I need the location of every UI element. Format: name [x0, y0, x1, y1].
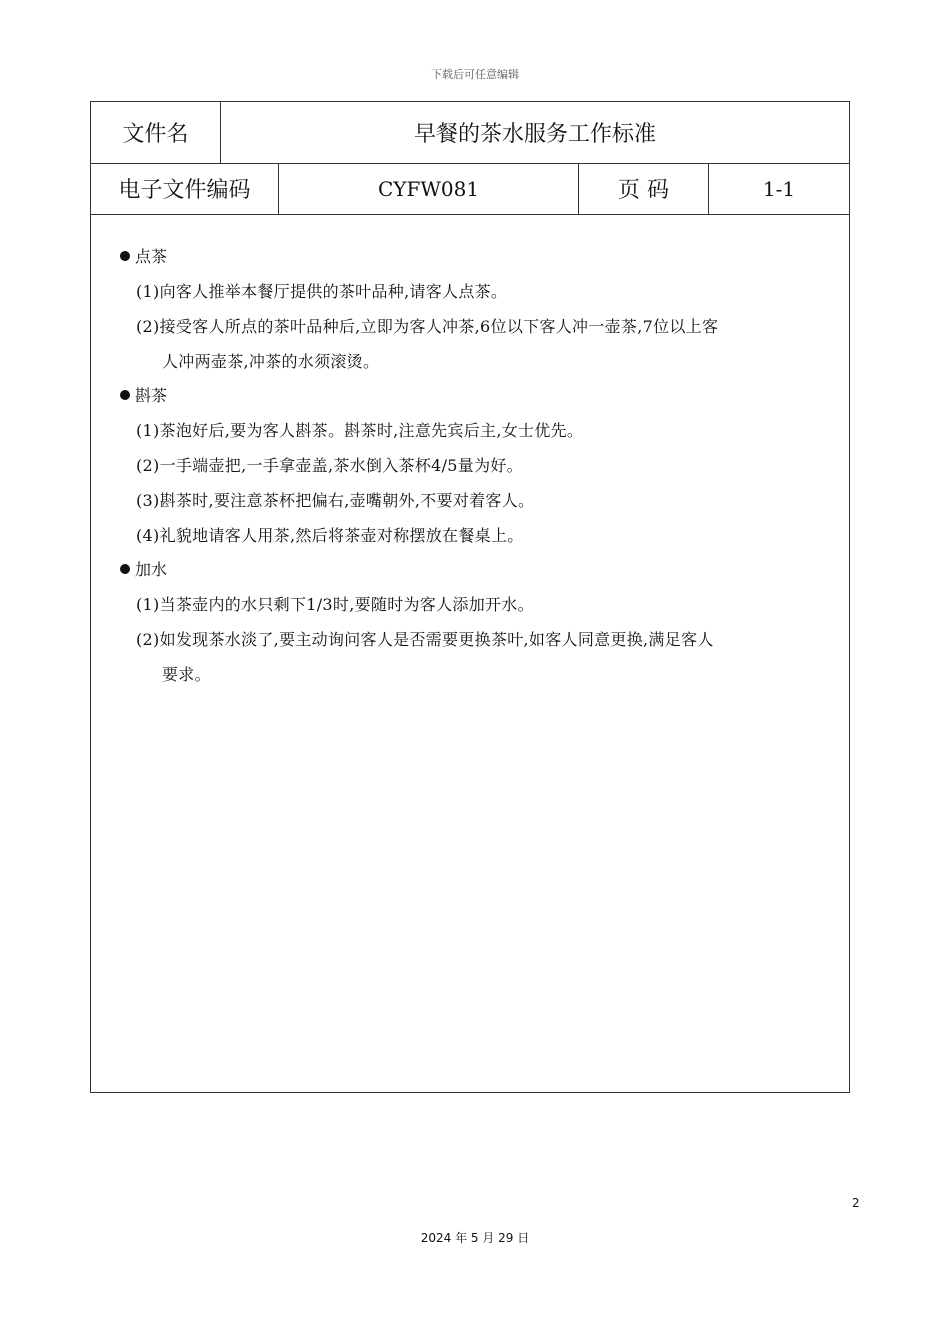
- section-title: 斟茶: [120, 379, 840, 413]
- list-item: (1)向客人推举本餐厅提供的茶叶品种,请客人点茶。: [136, 282, 508, 301]
- bullet-icon: [120, 390, 130, 400]
- list-item: (2)如发现茶水淡了,要主动询问客人是否需要更换茶叶,如客人同意更换,满足客人 要求。: [136, 630, 714, 684]
- section-order-tea: [120, 240, 840, 379]
- file-name-label: 文件名: [91, 102, 221, 163]
- section-title: 点茶: [120, 240, 840, 274]
- list-item: (1)茶泡好后,要为客人斟茶。斟茶时,注意先宾后主,女士优先。: [136, 421, 584, 440]
- list-item: (2)接受客人所点的茶叶品种后,立即为客人冲茶,6位以下客人冲一壶茶,7位以上客 人冲两壶茶,冲茶的水须滚烫。: [136, 317, 719, 371]
- page-label: 页 码: [579, 163, 709, 214]
- code-value: CYFW081: [279, 163, 579, 214]
- list-item: (3)斟茶时,要注意茶杯把偏右,壶嘴朝外,不要对着客人。: [136, 491, 535, 510]
- document-title: 早餐的茶水服务工作标准: [413, 122, 656, 147]
- body-content: [120, 240, 840, 692]
- section-title: 加水: [120, 553, 840, 587]
- bullet-icon: [120, 251, 130, 261]
- bullet-icon: [120, 564, 130, 574]
- section-pour-tea: [120, 379, 840, 553]
- list-item: (1)当茶壶内的水只剩下1/3时,要随时为客人添加开水。: [136, 595, 534, 614]
- code-row: [91, 163, 849, 215]
- footer-date: 2024 年 5 月 29 日: [420, 1231, 530, 1245]
- list-item: (4)礼貌地请客人用茶,然后将茶壶对称摆放在餐桌上。: [136, 526, 524, 545]
- title-row: [91, 102, 849, 164]
- list-item: (2)一手端壶把,一手拿壶盖,茶水倒入茶杯4/5量为好。: [136, 456, 523, 475]
- page-number: 2: [852, 1196, 860, 1210]
- code-label: 电子文件编码: [91, 163, 279, 214]
- section-add-water: [120, 553, 840, 692]
- header-note: 下载后可任意编辑: [431, 68, 519, 81]
- page-value: 1-1: [762, 176, 796, 201]
